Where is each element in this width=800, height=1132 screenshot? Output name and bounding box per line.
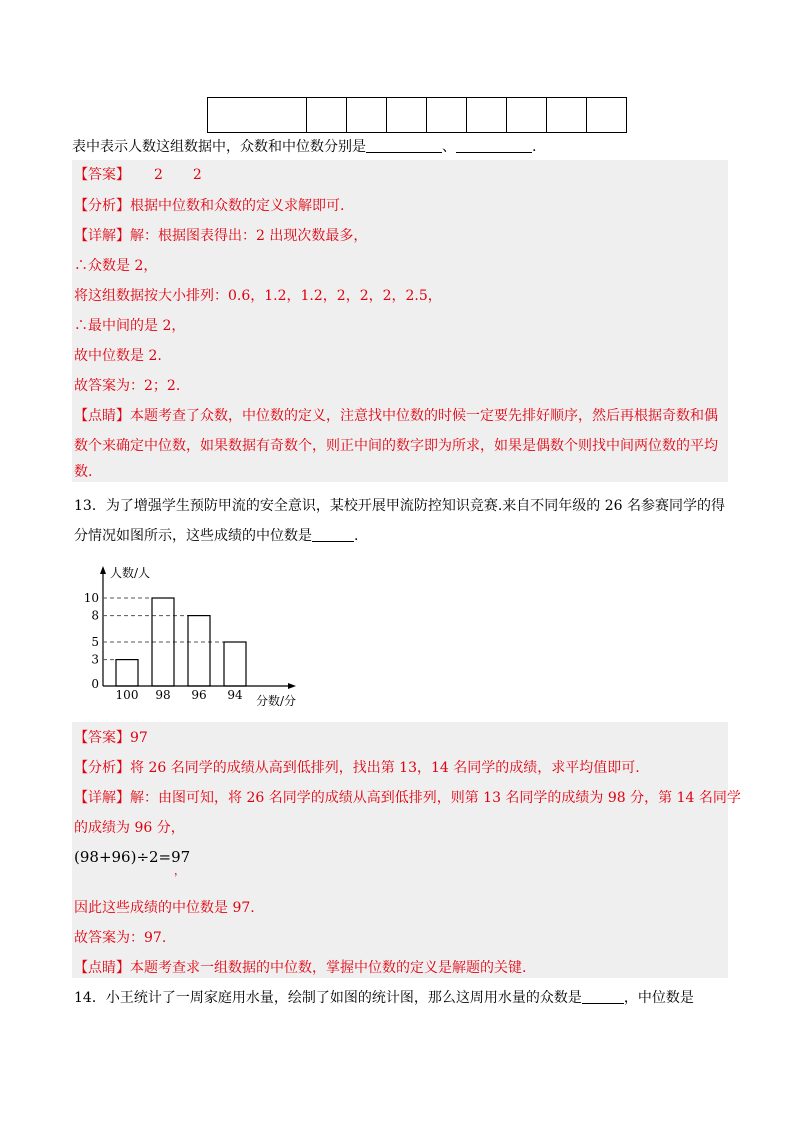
table-cell	[547, 98, 587, 133]
comment-label: 【点睛】	[74, 960, 130, 976]
table-cell	[387, 98, 427, 133]
q13-stem-line2: 分情况如图所示，这些成绩的中位数是	[74, 528, 312, 544]
question-number: 13．	[74, 498, 106, 514]
q13-comment	[74, 959, 526, 977]
q12-answer	[74, 166, 202, 184]
table-cell	[507, 98, 547, 133]
q12-stem-end: .	[532, 139, 537, 155]
answer-label: 【答案】	[74, 730, 130, 746]
table-cell	[587, 98, 627, 133]
detail-text: 解：根据图表得出：2 出现次数最多，	[130, 228, 368, 244]
q12-stem	[72, 138, 536, 156]
chart-x-ticks	[116, 688, 243, 702]
y-tick-label: 10	[83, 591, 99, 605]
detail-label: 【详解】	[74, 228, 130, 244]
x-axis-arrow-icon	[288, 683, 296, 689]
q12-stem-text: 表中表示人数这组数据中，众数和中位数分别是	[72, 139, 366, 155]
detail-text: 的成绩为 96 分，	[74, 820, 185, 836]
y-tick-label: 5	[91, 635, 99, 649]
q12-comment	[74, 407, 718, 425]
analysis-text: 将 26 名同学的成绩从高到低排列，找出第 13，14 名同学的成绩，求平均值即可.	[130, 760, 640, 776]
y-axis-arrow-icon	[100, 566, 106, 574]
q13-analysis	[74, 759, 640, 777]
detail-text: ∴众数是 2，	[74, 258, 158, 274]
table-cell	[467, 98, 507, 133]
table-row	[208, 98, 627, 133]
table-cell	[208, 98, 307, 133]
x-tick-label: 94	[227, 688, 243, 702]
table-cell	[307, 98, 347, 133]
q13-stem-end: .	[354, 528, 359, 544]
chart-y-ticks	[84, 591, 99, 691]
answer-blank	[456, 138, 532, 153]
comment-text: 数个来确定中位数，如果数据有奇数个，则正中间的数字即为所求，如果是偶数个则找中间两位数的平均	[74, 438, 718, 454]
x-axis-label: 分数/分	[256, 694, 297, 708]
chart-guides	[103, 598, 224, 660]
x-tick-label: 98	[155, 688, 171, 702]
score-table	[207, 97, 627, 133]
comment-label: 【点睛】	[74, 408, 130, 424]
detail-text: 故答案为：2；2.	[74, 378, 181, 394]
table-cell	[347, 98, 387, 133]
q13-detail	[74, 789, 741, 807]
q13-answer	[74, 729, 148, 747]
q13-stem	[74, 497, 725, 515]
y-tick-label: 0	[91, 677, 99, 691]
answer-blank	[582, 989, 624, 1004]
q12-detail	[74, 227, 367, 245]
x-tick-label: 100	[115, 688, 139, 702]
q14-stem	[74, 989, 694, 1007]
comment-text: 数.	[74, 464, 93, 480]
q14-stem-text: 小王统计了一周家庭用水量，绘制了如图的统计图，那么这周用水量的众数是	[105, 990, 582, 1006]
answer-value: 2	[154, 167, 163, 183]
y-tick-label: 8	[91, 608, 99, 623]
q12-stem-sep: 、	[442, 139, 456, 155]
answer-label: 【答案】	[74, 167, 130, 183]
answer-blank	[312, 527, 354, 542]
q14-stem-tail: ，中位数是	[623, 990, 694, 1006]
detail-text: 解：由图可知，将 26 名同学的成绩从高到低排列，则第 13 名同学的成绩为 98 分，第 14 名同学	[130, 790, 741, 806]
y-axis-label: 人数/人	[110, 566, 151, 580]
comment-text: 本题考查了众数，中位数的定义，注意找中位数的时候一定要先排好顺序，然后再根据奇数和偶	[130, 408, 718, 424]
detail-text: 故中位数是 2.	[74, 348, 162, 364]
formula-tail: ，	[174, 864, 185, 877]
analysis-label: 【分析】	[74, 198, 130, 214]
detail-text: ∴最中间的是 2，	[74, 318, 186, 334]
bar	[224, 642, 246, 686]
q12-analysis	[74, 197, 344, 215]
detail-label: 【详解】	[74, 790, 130, 806]
answer-value: 97	[130, 730, 148, 746]
table-cell	[427, 98, 467, 133]
question-number: 14．	[74, 990, 106, 1006]
answer-blank	[366, 138, 442, 153]
bar	[188, 616, 210, 686]
q13-formula	[74, 848, 190, 866]
score-bar-chart	[83, 560, 310, 710]
answer-value: 2	[192, 167, 202, 183]
comment-text: 本题考查求一组数据的中位数，掌握中位数的定义是解题的关键.	[130, 960, 527, 976]
analysis-text: 根据中位数和众数的定义求解即可.	[130, 198, 345, 214]
q13-stem-2	[74, 527, 358, 545]
formula: (98+96)÷2=97	[74, 848, 191, 866]
q13-stem-line1: 为了增强学生预防甲流的安全意识，某校开展甲流防控知识竞赛.来自不同年级的 26 名参赛同学的得	[105, 498, 725, 514]
detail-text: 因此这些成绩的中位数是 97.	[74, 900, 255, 916]
detail-text: 故答案为：97.	[74, 930, 167, 946]
detail-text: 将这组数据按大小排列：0.6，1.2，1.2，2，2，2，2.5，	[74, 288, 442, 304]
x-tick-label: 96	[191, 688, 207, 702]
analysis-label: 【分析】	[74, 760, 130, 776]
bar	[116, 660, 138, 686]
y-tick-label: 3	[91, 652, 99, 667]
